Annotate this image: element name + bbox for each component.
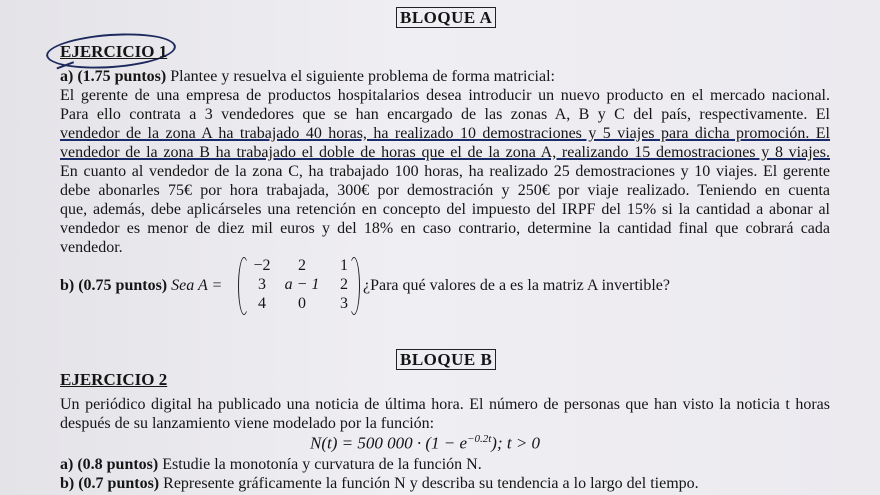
formula-main: N(t) = 500 000 · (1 − e — [310, 433, 468, 453]
ejercicio-2-title: EJERCICIO 2 — [60, 370, 168, 389]
ej2-b-label: b) (0.7 puntos) — [60, 475, 160, 492]
ejercicio-1-title: EJERCICIO 1 — [60, 42, 168, 61]
matrix-cell: 4 — [258, 295, 266, 312]
ej2-paragraph-line: después de su lanzamiento viene modelado por la función: — [60, 415, 435, 432]
matrix-a — [238, 257, 360, 315]
matrix-cell: 2 — [340, 276, 348, 293]
matrix-cell: 3 — [340, 295, 348, 312]
ej2-a-label: a) (0.8 puntos) — [60, 456, 159, 473]
ej1-paragraph-line: vendedor de la zona A ha trabajado 40 horas, ha realizado 10 demostraciones y 5 viajes para dicha promoción. El — [60, 125, 830, 142]
ej1-paragraph-line: El gerente de una empresa de productos hospitalarios desea introducir un nuevo producto en el mercado nacional. — [60, 87, 830, 104]
ej1-paragraph-line: debe abonarles 75€ por hora trabajada, 300€ por demostración y 250€ por viaje realizado. Teniendo en cuenta — [60, 182, 830, 199]
ej2-b-text: Represente gráficamente la función N y describa su tendencia a lo largo del tiempo. — [163, 475, 699, 492]
ej1-paragraph-line: vendedor. — [60, 239, 123, 256]
ej1-a-text: Plantee y resuelva el siguiente problema de forma matricial: — [170, 68, 555, 85]
ej1-paragraph-line: vendedor es menor de diez mil euros y del 18% en caso contrario, determine la cantidad final que cobrará cada — [60, 220, 830, 237]
ej2-a-text: Estudie la monotonía y curvatura de la función N. — [162, 456, 482, 473]
ej2-part-a-line — [60, 455, 482, 474]
ej1-paragraph-line: que, además, debe aplicárseles una retención en concepto del impuesto del IRPF del 15% si la cantidad a abonar al — [60, 201, 830, 218]
matrix-cell: 2 — [298, 257, 306, 274]
bloque-a-heading: BLOQUE A — [396, 7, 496, 28]
formula-tail: ); t > 0 — [491, 433, 541, 453]
ej2-paragraph-line: Un periódico digital ha publicado una noticia de última hora. El número de personas que han visto la noticia t horas — [60, 396, 830, 413]
ej1-paragraph-line: vendedor de la zona B ha trabajado el doble de horas que el de la zona A, realizando 15 demostraciones y 8 viajes. — [60, 144, 830, 161]
matrix-cell: −2 — [253, 257, 271, 274]
ej1-part-a-line — [60, 67, 555, 86]
matrix-cell: 1 — [340, 257, 348, 274]
ej1-b-question: ¿Para qué valores de a es la matriz A invertible? — [363, 277, 670, 294]
matrix-cell: 0 — [298, 295, 306, 312]
ej1-paragraph-line: Para ello contrata a 3 vendedores que se han encargado de las zonas A, B y C del país, respectivamente. El — [60, 106, 830, 123]
function-formula — [310, 433, 540, 454]
ej1-paragraph-line: En cuanto al vendedor de la zona C, ha trabajado 100 horas, ha realizado 25 demostraciones y 10 viajes. El gerente — [60, 163, 830, 180]
formula-exponent: −0.2t — [467, 433, 492, 445]
ej2-part-b-line — [60, 474, 699, 493]
ej1-b-label: b) (0.75 puntos) — [60, 277, 168, 294]
ej1-b-pre: Sea A = — [171, 277, 223, 294]
matrix-cell: 3 — [258, 276, 266, 293]
matrix-cell: a − 1 — [284, 276, 320, 293]
bloque-b-heading: BLOQUE B — [396, 349, 496, 370]
ej1-a-label: a) (1.75 puntos) — [60, 68, 167, 85]
ej1-part-b-line — [60, 276, 222, 295]
